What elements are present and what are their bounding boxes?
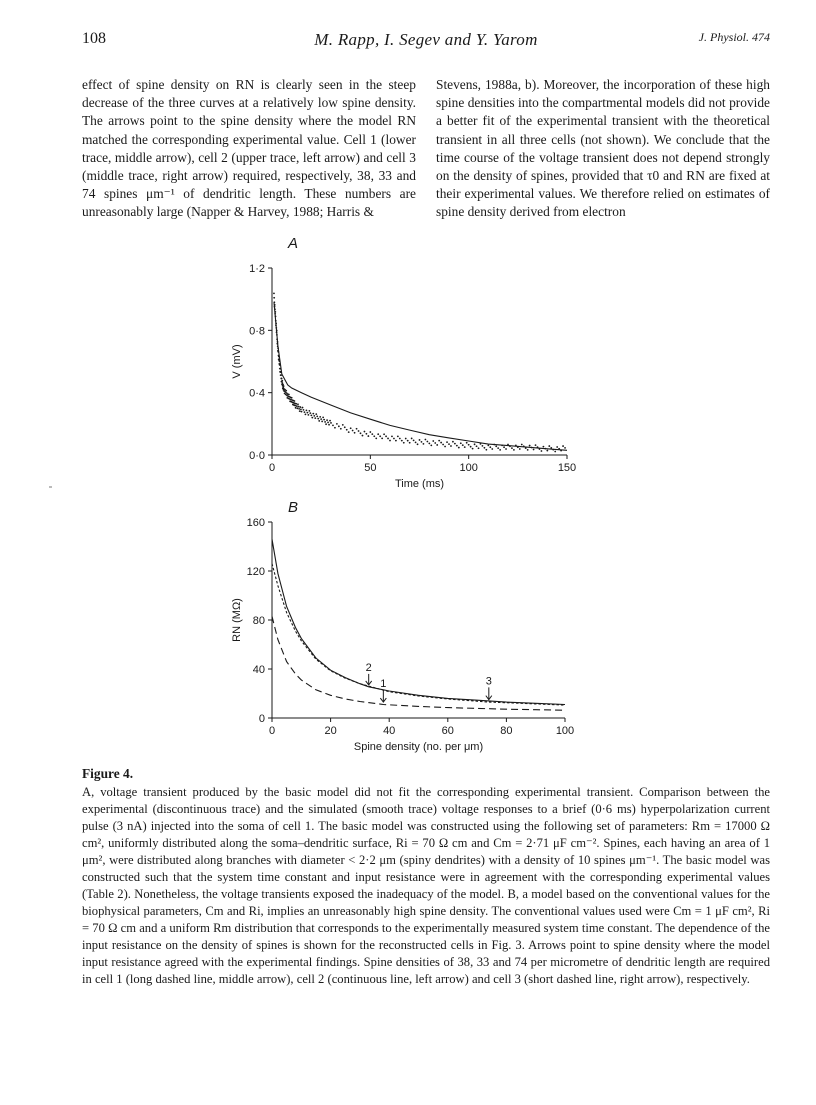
panel-a-experimental-point — [415, 441, 417, 443]
panel-a-experimental-point — [313, 415, 315, 417]
panel-a-experimental-point — [411, 438, 413, 440]
panel-a-experimental-point — [332, 424, 334, 426]
panel-a-experimental-point — [446, 441, 448, 443]
panel-a-experimental-point — [383, 433, 385, 435]
panel-a-experimental-point — [399, 438, 401, 440]
panel-a-experimental-point — [354, 432, 356, 434]
panel-a-experimental-point — [275, 327, 277, 329]
panel-a-experimental-point — [276, 343, 278, 345]
panel-a-experimental-point — [327, 422, 329, 424]
panel-a-experimental-point — [274, 306, 276, 308]
panel-a-experimental-point — [334, 427, 336, 429]
panel-a-experimental-point — [325, 423, 327, 425]
panel-a-experimental-point — [521, 444, 523, 446]
panel-a-experimental-point — [342, 424, 344, 426]
panel-a-experimental-point — [442, 444, 444, 446]
panel-a-experimental-point — [499, 449, 501, 451]
running-authors: M. Rapp, I. Segev and Y. Yarom — [314, 30, 538, 49]
panel-a-experimental-point — [294, 405, 296, 407]
panel-a-experimental-point — [358, 430, 360, 432]
panel-a-experimental-point — [288, 394, 290, 396]
panel-a-experimental-point — [511, 447, 513, 449]
panel-a-experimental-point — [329, 420, 331, 422]
panel-a-experimental-point — [423, 443, 425, 445]
panel-a-experimental-point — [280, 374, 282, 376]
panel-a-y-tick-label: 0·0 — [249, 450, 265, 462]
panel-a-experimental-point — [350, 427, 352, 429]
panel-a-experimental-point — [296, 405, 298, 407]
panel-b-series-short-dashed — [272, 564, 565, 706]
panel-a-experimental-point — [319, 416, 321, 418]
panel-a-experimental-point — [275, 324, 277, 326]
panel-a-experimental-point — [444, 446, 446, 448]
page-number: 108 — [82, 30, 106, 47]
panel-a-experimental-point — [434, 442, 436, 444]
panel-a-y-tick-label: 1·2 — [249, 263, 265, 275]
panel-a-experimental-point — [468, 444, 470, 446]
panel-a-experimental-point — [296, 407, 298, 409]
panel-a-experimental-point — [428, 443, 430, 445]
panel-a-experimental-point — [323, 419, 325, 421]
panel-a-experimental-point — [273, 301, 275, 303]
panel-a-experimental-point — [298, 406, 300, 408]
panel-a-experimental-point — [277, 347, 279, 349]
panel-a-experimental-point — [440, 442, 442, 444]
panel-a-y-axis-title: V (mV) — [231, 344, 243, 379]
panel-a-experimental-point — [276, 330, 278, 332]
panel-a-experimental-point — [360, 432, 362, 434]
panel-a-experimental-point — [487, 445, 489, 447]
panel-a-experimental-point — [285, 390, 287, 392]
panel-a-experimental-point — [279, 360, 281, 362]
panel-a-experimental-point — [375, 437, 377, 439]
panel-a-experimental-point — [348, 431, 350, 433]
panel-a-experimental-point — [493, 444, 495, 446]
panel-a-experimental-point — [352, 430, 354, 432]
panel-a-experimental-point — [283, 385, 285, 387]
panel-a-experimental-point — [344, 426, 346, 428]
panel-a-experimental-point — [529, 445, 531, 447]
panel-a-experimental-point — [503, 446, 505, 448]
panel-a-experimental-point — [277, 341, 279, 343]
panel-a-experimental-point — [448, 443, 450, 445]
panel-a-experimental-point — [324, 421, 326, 423]
panel-a-experimental-point — [346, 429, 348, 431]
panel-a-experimental-point — [419, 439, 421, 441]
panel-a-experimental-point — [417, 443, 419, 445]
panel-a-experimental-point — [322, 416, 324, 418]
panel-a-experimental-point — [507, 444, 509, 446]
panel-a-experimental-point — [303, 409, 305, 411]
panel-a-experimental-point — [558, 448, 560, 450]
panel-a-experimental-point — [452, 441, 454, 443]
panel-a-experimental-point — [276, 338, 278, 340]
panel-b-x-axis-title: Spine density (no. per μm) — [353, 741, 484, 753]
panel-a-experimental-point — [328, 424, 330, 426]
panel-b-series-continuous — [272, 539, 565, 704]
panel-b-arrow-label: 2 — [365, 661, 372, 674]
panel-a-experimental-point — [389, 440, 391, 442]
panel-a-experimental-point — [381, 438, 383, 440]
panel-a-experimental-point — [316, 415, 318, 417]
panel-a-experimental-point — [403, 442, 405, 444]
panel-a-experimental-point — [438, 440, 440, 442]
panel-a-experimental-point — [485, 449, 487, 451]
panel-a-experimental-point — [364, 431, 366, 433]
panel-a-experimental-point — [314, 417, 316, 419]
panel-b-y-tick-label: 40 — [252, 664, 265, 676]
panel-a-experimental-point — [456, 445, 458, 447]
panel-a-experimental-point — [274, 313, 276, 315]
panel-b-x-tick-label: 100 — [555, 725, 575, 737]
panel-a-experimental-point — [318, 420, 320, 422]
panel-a-experimental-point — [317, 418, 319, 420]
panel-a-experimental-point — [556, 446, 558, 448]
panel-a-experimental-point — [294, 400, 296, 402]
panel-b-label: B — [288, 499, 299, 516]
panel-a-experimental-point — [426, 441, 428, 443]
panel-a-experimental-point — [275, 322, 277, 324]
panel-a-experimental-point — [489, 446, 491, 448]
panel-a-experimental-point — [273, 292, 275, 294]
panel-a-experimental-point — [379, 435, 381, 437]
panel-b-y-axis-title: RN (MΩ) — [231, 598, 243, 642]
panel-a-experimental-point — [535, 444, 537, 446]
panel-a-experimental-point — [462, 444, 464, 446]
panel-b-arrow-label: 1 — [380, 677, 387, 690]
body-column-left: effect of spine density on RN is clearly seen in the steep decrease of the three curves at a relatively low spine density. The arrows point to the spine density where the model RN matched the corresponding experimental value. Cell 1 (lower trace, middle arrow), cell 2 (upper trace, left arrow) and cell 3 (middle trace, right arrow) required, respectively, 38, 33 and 74 spines μm⁻¹ of dendritic length. These numbers are unreasonably large (Napper & Harvey, 1988; Harris & — [82, 77, 416, 220]
panel-a-experimental-point — [280, 371, 282, 373]
panel-a-experimental-point — [413, 439, 415, 441]
panel-a-experimental-point — [543, 446, 545, 448]
panel-a-experimental-point — [482, 445, 484, 447]
panel-b-y-tick-label: 120 — [246, 566, 265, 578]
panel-a-experimental-point — [544, 448, 546, 450]
panel-a-experimental-point — [311, 417, 313, 419]
panel-a-experimental-point — [495, 445, 497, 447]
panel-a-experimental-point — [393, 438, 395, 440]
panel-a-experimental-point — [304, 411, 306, 413]
panel-a-experimental-point — [307, 412, 309, 414]
panel-a-experimental-point — [279, 368, 281, 370]
panel-a-experimental-point — [554, 451, 556, 453]
panel-a-experimental-point — [275, 320, 277, 322]
panel-a-experimental-point — [430, 444, 432, 446]
panel-a-experimental-point — [373, 435, 375, 437]
panel-a-y-tick-label: 0·4 — [249, 387, 265, 400]
panel-a-experimental-point — [401, 440, 403, 442]
panel-a-experimental-point — [460, 442, 462, 444]
panel-b-y-tick-label: 80 — [252, 615, 265, 627]
panel-a-experimental-point — [302, 407, 304, 409]
panel-a-experimental-point — [397, 436, 399, 438]
panel-a-experimental-point — [300, 408, 302, 410]
panel-a-experimental-point — [340, 428, 342, 430]
panel-a-experimental-point — [505, 448, 507, 450]
panel-a-experimental-point — [515, 445, 517, 447]
panel-a-y-tick-label: 0·8 — [249, 325, 265, 338]
panel-a-experimental-point — [298, 408, 300, 410]
panel-a-experimental-point — [405, 438, 407, 440]
panel-a-experimental-point — [356, 428, 358, 430]
panel-a-experimental-point — [476, 445, 478, 447]
panel-b-arrow-label: 3 — [485, 675, 492, 688]
panel-a-experimental-point — [307, 414, 309, 416]
panel-a-experimental-point — [533, 449, 535, 451]
panel-a-experimental-point — [275, 315, 277, 317]
panel-a-experimental-point — [560, 450, 562, 452]
caption-title: Figure 4. — [82, 766, 134, 781]
panel-a-experimental-point — [367, 435, 369, 437]
panel-a-experimental-point — [562, 445, 564, 447]
panel-a-experimental-point — [525, 447, 527, 449]
panel-a-experimental-point — [484, 447, 486, 449]
panel-a-experimental-point — [279, 364, 281, 366]
panel-a-experimental-point — [407, 440, 409, 442]
panel-a-experimental-point — [315, 413, 317, 415]
panel-a-x-tick-label: 100 — [459, 462, 478, 474]
panel-a-experimental-point — [362, 435, 364, 437]
panel-a-experimental-point — [305, 413, 307, 415]
panel-a-experimental-point — [310, 414, 312, 416]
panel-a-experimental-point — [281, 380, 283, 382]
panel-a-experimental-point — [276, 331, 278, 333]
panel-b-x-tick-label: 0 — [268, 725, 276, 737]
panel-a-experimental-point — [274, 311, 276, 313]
panel-a-experimental-point — [436, 444, 438, 446]
panel-a-experimental-point — [308, 410, 310, 412]
panel-a-experimental-point — [312, 413, 314, 415]
panel-a-experimental-point — [330, 422, 332, 424]
panel-a-experimental-point — [421, 441, 423, 443]
panel-a-experimental-point — [450, 445, 452, 447]
panel-a-experimental-point — [338, 425, 340, 427]
panel-a-experimental-point — [371, 433, 373, 435]
panel-a-experimental-point — [321, 421, 323, 423]
panel-a-experimental-point — [464, 446, 466, 448]
panel-a-experimental-point — [541, 450, 543, 452]
panel-a-label: A — [288, 235, 299, 252]
panel-a-experimental-point — [295, 407, 297, 409]
panel-a-experimental-point — [391, 435, 393, 437]
panel-a-experimental-point — [509, 445, 511, 447]
panel-a-experimental-point — [546, 450, 548, 452]
panel-a-experimental-point — [523, 445, 525, 447]
panel-a-experimental-point — [550, 447, 552, 449]
panel-a-experimental-point — [274, 304, 276, 306]
panel-a-x-tick-label: 0 — [268, 462, 276, 474]
panel-a-experimental-point — [387, 438, 389, 440]
panel-a-experimental-point — [301, 411, 303, 413]
panel-a-experimental-point — [409, 442, 411, 444]
journal-reference: J. Physiol. 474 — [698, 30, 770, 44]
panel-b-x-tick-label: 40 — [383, 725, 396, 737]
panel-a-experimental-point — [281, 378, 283, 380]
panel-a-experimental-point — [470, 446, 472, 448]
panel-a-experimental-point — [277, 345, 279, 347]
panel-a-experimental-point — [366, 433, 368, 435]
body-column-right: Stevens, 1988a, b). Moreover, the incorporation of these high spine densities into the compartmental models did not provide a better fit of the experimental transient with the theoretical transient in all three cells (not shown). We conclude that the time course of the voltage transient does not depend strongly on the density of spines, provided that τ0 and RN are fixed at their experimental values. We therefore relied on estimates of spine density derived from electron — [436, 77, 770, 220]
panel-a-experimental-point — [276, 334, 278, 336]
panel-a-experimental-point — [336, 423, 338, 425]
panel-a-experimental-point — [385, 435, 387, 437]
panel-a-experimental-point — [425, 439, 427, 441]
panel-a-experimental-point — [454, 443, 456, 445]
panel-a-experimental-point — [432, 440, 434, 442]
panel-a-experimental-point — [309, 412, 311, 414]
panel-a-experimental-point — [519, 448, 521, 450]
panel-a-experimental-point — [369, 431, 371, 433]
panel-a-experimental-point — [299, 406, 301, 408]
figure-caption — [82, 766, 770, 988]
panel-a-experimental-point — [478, 447, 480, 449]
panel-a-experimental-point — [320, 418, 322, 420]
panel-a-x-tick-label: 150 — [557, 462, 577, 474]
panel-a-series-smooth — [274, 302, 567, 450]
panel-a-experimental-point — [552, 449, 554, 451]
panel-a-experimental-point — [517, 446, 519, 448]
panel-b-y-tick-label: 160 — [246, 517, 265, 529]
panel-a-experimental-point — [278, 356, 280, 358]
panel-a-experimental-point — [513, 449, 515, 451]
panel-a-experimental-point — [377, 433, 379, 435]
panel-a-experimental-point — [527, 449, 529, 451]
panel-b-x-tick-label: 20 — [324, 725, 337, 737]
panel-b-y-tick-label: 0 — [258, 713, 265, 725]
caption-text: A, voltage transient produced by the basic model did not fit the corresponding experimental transient. Comparison between the experimental (discontinuous trace) and the simulated (smooth trace) voltage responses to a brief (0·6 ms) hyperpolarization current pulse (3 nA) injected into the soma of cell 1. The basic model was constructed using the following set of parameters: Rm = 17000 Ω cm², uniformly distributed along the soma–dendritic surface, Ri = 70 Ω cm and Cm = 2·71 μF cm⁻². Spines, each having an area of 1 μm², were distributed along branches with diameter < 2·2 μm (spiny dendrites) with a density of 10 spines μm⁻¹. The basic model was constructed such that the system time constant and input resistance were in agreement with the corresponding experimental values (Table 2). Nonetheless, the voltage transients exposed the inadequacy of the model. B, a model based on the conventional values for the biophysical parameters, Cm and Ri, implies an unreasonably high spine density. The conventional values used were Cm = 1 μF cm², Ri = 70 Ω cm and a uniform Rm distribution that corresponds to the experimentally measured system time constant. The dependence of the input resistance on the density of spines is shown for the reconstructed cells in Fig. 3. Arrows point to spine density where the model input resistance agreed with the experimental findings. Spine densities of 38, 33 and 74 per micrometre of dendritic length are required in cell 1 (long dashed line, middle arrow), cell 2 (continuous line, left arrow) and cell 3 (short dashed line, right arrow), respectively. — [82, 785, 770, 986]
panel-a-experimental-point — [274, 308, 276, 310]
panel-a-experimental-point — [548, 445, 550, 447]
panel-a-x-tick-label: 50 — [364, 462, 377, 474]
panel-a-experimental-point — [395, 440, 397, 442]
panel-a-experimental-point — [295, 403, 297, 405]
panel-a-experimental-point — [273, 297, 275, 299]
panel-a-experimental-point — [299, 410, 301, 412]
panel-a-experimental-point — [474, 443, 476, 445]
panel-a-experimental-point — [466, 442, 468, 444]
panel-a-experimental-point — [564, 447, 566, 449]
panel-a-experimental-point — [458, 447, 460, 449]
panel-a-experimental-point — [472, 448, 474, 450]
panel-a-x-axis-title: Time (ms) — [394, 478, 445, 490]
panel-a-experimental-point — [297, 403, 299, 405]
panel-b-x-tick-label: 80 — [500, 725, 513, 737]
panel-a-experimental-point — [531, 447, 533, 449]
panel-a-experimental-point — [501, 445, 503, 447]
panel-a-experimental-point — [480, 443, 482, 445]
panel-a-experimental-point — [291, 397, 293, 399]
panel-a-experimental-point — [491, 448, 493, 450]
panel-a-experimental-point — [326, 419, 328, 421]
panel-a-experimental-point — [537, 446, 539, 448]
panel-a-experimental-point — [497, 447, 499, 449]
panel-a-experimental-point — [306, 409, 308, 411]
panel-a-experimental-point — [277, 351, 279, 353]
panel-a-experimental-point — [539, 448, 541, 450]
panel-b-x-tick-label: 60 — [441, 725, 454, 737]
